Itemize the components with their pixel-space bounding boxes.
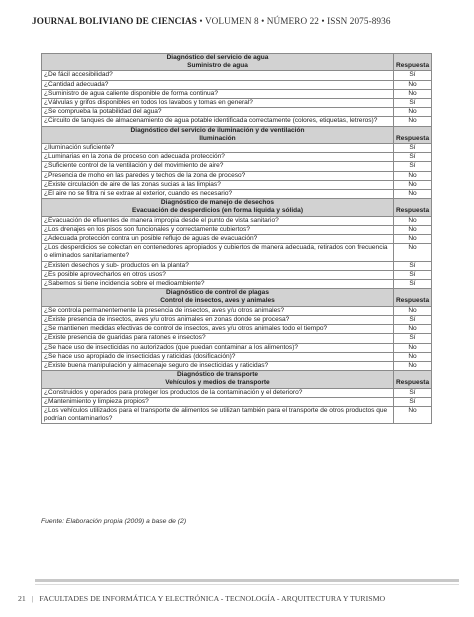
table-row [42,99,432,108]
section-title-line2: Evacuación de desperdicios (en forma líquida y sólida) [132,207,303,215]
table-row [42,334,432,343]
section-header [42,54,432,71]
table-row [42,216,432,225]
question-cell: ¿Iluminación suficiente? [42,144,394,153]
table-row [42,180,432,189]
question-cell: ¿Luminarias en la zona de proceso con adecuada protección? [42,153,394,162]
answer-cell: No [394,80,432,89]
section-title-line2: Iluminación [199,134,236,142]
question-cell: ¿Existe presencia de insectos, aves y/u otros animales en zonas donde se procesa? [42,315,394,324]
table-row [42,71,432,80]
answer-cell: Sí [394,162,432,171]
question-cell: ¿Se comprueba la potabilidad del agua? [42,108,394,117]
answer-cell: Sí [394,397,432,406]
question-cell: ¿Circuito de tanques de almacenamiento de agua potable identificada correctamente (colores, etiquetas, letreros)? [42,117,394,126]
journal-name: JOURNAL BOLIVIANO DE CIENCIAS [32,16,197,26]
question-cell: ¿Se controla permanentemente la presencia de insectos, aves y/u otros animales? [42,306,394,315]
section-header [42,289,432,306]
section-header [42,371,432,388]
answer-cell: No [394,108,432,117]
table-row [42,190,432,199]
table-row [42,315,432,324]
running-header [32,16,391,26]
question-cell: ¿Se hace uso apropiado de insecticidas y raticidas (dosificación)? [42,352,394,361]
question-cell: ¿Evacuación de efluentes de manera impropia desde el punto de vista sanitario? [42,216,394,225]
question-cell: ¿Suficiente control de la ventilación y del movimiento de aire? [42,162,394,171]
response-column-header: Respuesta [394,289,432,306]
section-title-line1: Diagnóstico de control de plagas [166,289,269,297]
section-title-line1: Diagnóstico de transporte [176,371,259,379]
table-row [42,388,432,397]
question-cell: ¿El aire no se filtra ni se extrae al exterior, cuando es necesario? [42,190,394,199]
table-row [42,89,432,98]
answer-cell: Sí [394,99,432,108]
table-row [42,153,432,162]
footer-separator: | [31,594,34,603]
table-row [42,108,432,117]
question-cell: ¿Sabemos si tiene incidencia sobre el medioambiente? [42,280,394,289]
table-row [42,244,432,261]
table-row [42,144,432,153]
answer-cell: No [394,190,432,199]
answer-cell: No [394,325,432,334]
answer-cell: No [394,235,432,244]
answer-cell: Sí [394,144,432,153]
section-header [42,199,432,216]
section-title [42,54,394,71]
question-cell: ¿Mantenimiento y limpieza propios? [42,397,394,406]
question-cell: ¿Los drenajes en los pisos son funcionales y correctamente cubiertos? [42,225,394,234]
question-cell: ¿Se hace uso de insecticidas no autorizados (que puedan contaminar a los alimentos)? [42,343,394,352]
diagnostic-table [41,53,432,424]
answer-cell: No [394,244,432,261]
question-cell: ¿Construidos y operados para proteger los productos de la contaminación y el deterioro? [42,388,394,397]
answer-cell: No [394,117,432,126]
table-row [42,325,432,334]
answer-cell: Sí [394,261,432,270]
question-cell: ¿Adecuada protección contra un posible reflujo de aguas de evacuación? [42,235,394,244]
section-title-line1: Diagnóstico del servicio de agua [166,54,269,61]
section-title [42,371,394,388]
answer-cell: No [394,225,432,234]
footer-text: FACULTADES DE INFORMÁTICA Y ELECTRÓNICA - TECNOLOGÍA - ARQUITECTURA Y TURISMO [39,594,386,603]
section-header [42,126,432,143]
response-column-header: Respuesta [394,199,432,216]
answer-cell: Sí [394,270,432,279]
footer-rule [35,579,459,582]
page-number: 21 [18,594,26,603]
question-cell: ¿Presencia de moho en las paredes y techos de la zona de proceso? [42,171,394,180]
answer-cell: No [394,352,432,361]
table-row [42,406,432,423]
table-source: Fuente: Elaboración propia (2009) a base de (2) [41,518,187,525]
table-row [42,361,432,370]
table-row [42,397,432,406]
answer-cell: Sí [394,388,432,397]
answer-cell: Sí [394,153,432,162]
table-row [42,270,432,279]
answer-cell: No [394,180,432,189]
question-cell: ¿Existe circulación de aire de las zonas sucias a las limpias? [42,180,394,189]
section-title-line2: Vehículos y medios de transporte [165,379,270,387]
question-cell: ¿Existen desechos y sub- productos en la planta? [42,261,394,270]
section-title-line2: Suministro de agua [187,62,248,70]
journal-meta: • VOLUMEN 8 • NÚMERO 22 • ISSN 2075-8936 [197,16,391,26]
question-cell: ¿Suministro de agua caliente disponible de forma continua? [42,89,394,98]
table-row [42,162,432,171]
table-row [42,343,432,352]
answer-cell: Sí [394,71,432,80]
question-cell: ¿Cantidad adecuada? [42,80,394,89]
table-row [42,352,432,361]
question-cell: ¿Los vehículos utilizados para el transporte de alimentos se utilizan también para el transporte de otros productos que podrían contaminarlos? [42,406,394,423]
section-title-line1: Diagnóstico del servicio de iluminación y de ventilación [130,126,305,134]
table-row [42,171,432,180]
question-cell: ¿Existe presencia de guaridas para ratones e insectos? [42,334,394,343]
question-cell: ¿Se mantienen medidas efectivas de control de insectos, aves y/u otros animales todo el tiempo? [42,325,394,334]
table-row [42,225,432,234]
question-cell: ¿Existe buena manipulación y almacenaje seguro de insecticidas y raticidas? [42,361,394,370]
table-row [42,261,432,270]
table-row [42,306,432,315]
section-title [42,126,394,143]
answer-cell: Sí [394,334,432,343]
answer-cell: Sí [394,315,432,324]
answer-cell: No [394,216,432,225]
question-cell: ¿Los desperdicios se colectan en contenedores apropiados y cubiertos de manera adecuada, retirados con frecuencia o eliminados sanitariamente? [42,244,394,261]
answer-cell: No [394,361,432,370]
answer-cell: No [394,306,432,315]
footer-rule-thin [35,584,459,585]
section-title [42,199,394,216]
question-cell: ¿De fácil accesibilidad? [42,71,394,80]
response-column-header: Respuesta [394,371,432,388]
table-row [42,280,432,289]
table-row [42,235,432,244]
section-title [42,289,394,306]
answer-cell: Sí [394,280,432,289]
answer-cell: No [394,406,432,423]
response-column-header: Respuesta [394,126,432,143]
table-row [42,80,432,89]
question-cell: ¿Válvulas y grifos disponibles en todos los lavabos y tomas en general? [42,99,394,108]
section-title-line1: Diagnóstico de manejo de desechos [160,199,275,207]
table-row [42,117,432,126]
answer-cell: No [394,171,432,180]
question-cell: ¿Es posible aprovecharlos en otros usos? [42,270,394,279]
answer-cell: No [394,343,432,352]
section-title-line2: Control de insectos, aves y animales [160,297,275,305]
answer-cell: No [394,89,432,98]
page-footer [18,594,385,603]
response-column-header: Respuesta [394,54,432,71]
